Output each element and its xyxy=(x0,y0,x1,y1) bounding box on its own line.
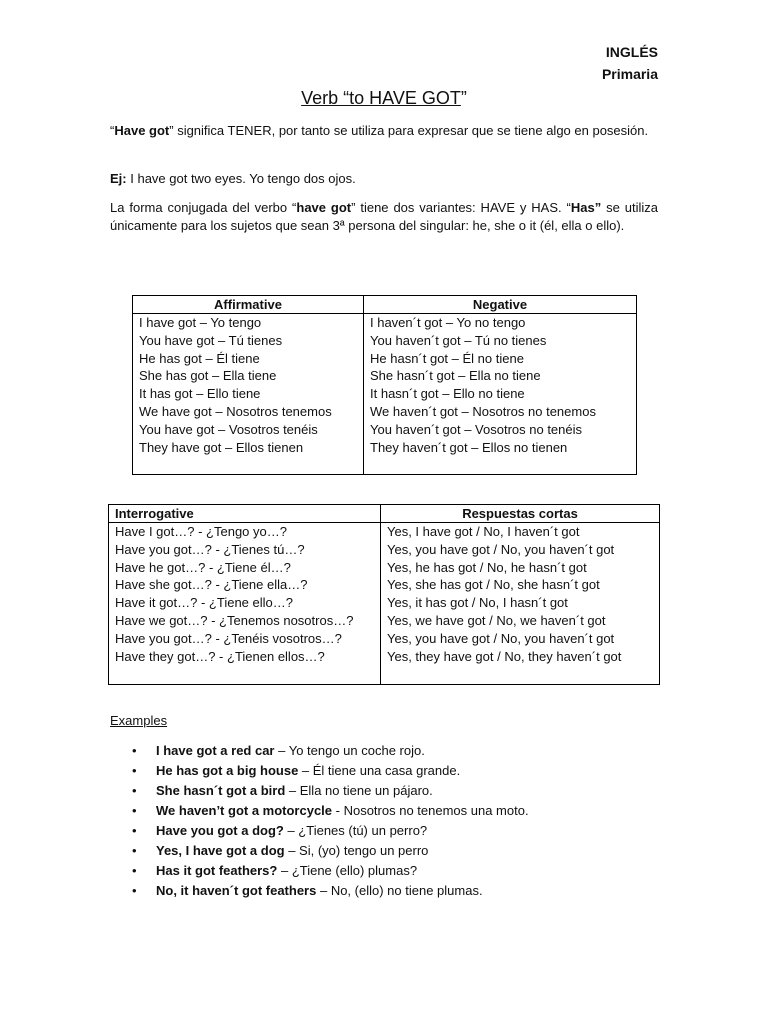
example-english: No, it haven´t got feathers xyxy=(156,883,317,898)
example-english: I have got a red car xyxy=(156,743,275,758)
affirmative-line: You have got – Vosotros tenéis xyxy=(139,421,318,437)
list-item xyxy=(110,781,529,801)
negative-line: It hasn´t got – Ello no tiene xyxy=(370,386,525,402)
p3-part-c: ” tiene dos variantes: HAVE y HAS. “ xyxy=(351,200,571,215)
affirmative-line: He has got – Él tiene xyxy=(139,350,260,366)
list-item xyxy=(110,761,529,781)
answer-line: Yes, they have got / No, they haven´t got xyxy=(387,648,622,664)
affirmative-cell xyxy=(133,314,364,475)
list-item xyxy=(110,881,529,901)
negative-line: She hasn´t got – Ella no tiene xyxy=(370,368,541,384)
interrogative-answers-table xyxy=(108,504,660,685)
page-title xyxy=(0,88,768,109)
example-english: Have you got a dog? xyxy=(156,823,284,838)
example-translation: – Él tiene una casa grande. xyxy=(298,763,461,778)
list-item xyxy=(110,801,529,821)
affirmative-line: She has got – Ella tiene xyxy=(139,368,277,384)
bullet-icon: • xyxy=(132,743,137,758)
p1-open-quote: “ xyxy=(110,123,115,138)
bullet-icon: • xyxy=(132,763,137,778)
answer-line: Yes, I have got / No, I haven´t got xyxy=(387,524,580,539)
answer-line: Yes, we have got / No, we haven´t got xyxy=(387,612,606,628)
p3-part-b: have got xyxy=(296,200,352,215)
p2-bold: Ej: xyxy=(110,171,127,186)
intro-paragraph-3 xyxy=(110,199,658,235)
example-translation: – Yo tengo un coche rojo. xyxy=(274,743,425,758)
example-translation: – Si, (yo) tengo un perro xyxy=(284,843,429,858)
p1-rest: ” significa TENER, por tanto se utiliza para expresar que se tiene algo en posesión. xyxy=(169,123,649,138)
negative-header: Negative xyxy=(364,296,637,314)
p3-part-a: La forma conjugada del verbo “ xyxy=(110,200,297,215)
interrogative-header: Interrogative xyxy=(109,505,381,523)
answer-line: Yes, it has got / No, I hasn´t got xyxy=(387,595,568,611)
p3-part-e: se utiliza únicamente para los sujetos que sean 3ª persona del singular: he, she o it (él, ella o ello). xyxy=(110,200,658,233)
affirmative-line: They have got – Ellos tienen xyxy=(139,439,304,455)
negative-line: We haven´t got – Nosotros no tenemos xyxy=(370,403,596,419)
title-close-quote: ” xyxy=(460,88,467,108)
bullet-icon: • xyxy=(132,843,137,858)
affirmative-line: I have got – Yo tengo xyxy=(139,315,262,330)
negative-line: They haven´t got – Ellos no tienen xyxy=(370,439,568,455)
interrogative-line: Have I got…? - ¿Tengo yo…? xyxy=(115,524,287,539)
example-english: Has it got feathers? xyxy=(156,863,278,878)
p2-rest: I have got two eyes. Yo tengo dos ojos. xyxy=(126,171,356,186)
intro-paragraph-1 xyxy=(110,122,658,140)
example-translation: - Nosotros no tenemos una moto. xyxy=(332,803,529,818)
affirmative-line: We have got – Nosotros tenemos xyxy=(139,403,332,419)
intro-paragraph-2 xyxy=(110,170,658,188)
negative-line: He hasn´t got – Él no tiene xyxy=(370,350,524,366)
example-english: We haven’t got a motorcycle xyxy=(156,803,333,818)
p1-bold: Have got xyxy=(114,123,170,138)
affirmative-header: Affirmative xyxy=(133,296,364,314)
subject-label: INGLÉS xyxy=(605,44,658,60)
answer-line: Yes, he has got / No, he hasn´t got xyxy=(387,559,587,575)
bullet-icon: • xyxy=(132,883,137,898)
affirmative-line: You have got – Tú tienes xyxy=(139,332,283,348)
examples-list xyxy=(110,741,529,901)
negative-line: I haven´t got – Yo no tengo xyxy=(370,315,526,330)
example-english: She hasn´t got a bird xyxy=(156,783,286,798)
bullet-icon: • xyxy=(132,863,137,878)
bullet-icon: • xyxy=(132,783,137,798)
answer-line: Yes, you have got / No, you haven´t got xyxy=(387,541,615,557)
interrogative-line: Have he got…? - ¿Tiene él…? xyxy=(115,559,291,575)
examples-heading: Examples xyxy=(110,713,168,728)
affirmative-negative-table xyxy=(132,295,637,475)
list-item xyxy=(110,741,529,761)
negative-cell xyxy=(364,314,637,475)
answer-line: Yes, she has got / No, she hasn´t got xyxy=(387,577,600,593)
example-english: Yes, I have got a dog xyxy=(156,843,285,858)
interrogative-line: Have it got…? - ¿Tiene ello…? xyxy=(115,595,293,611)
example-translation: – ¿Tiene (ello) plumas? xyxy=(277,863,418,878)
level-label: Primaria xyxy=(601,66,658,82)
interrogative-line: Have they got…? - ¿Tienen ellos…? xyxy=(115,648,325,664)
interrogative-line: Have you got…? - ¿Tienes tú…? xyxy=(115,541,305,557)
list-item xyxy=(110,841,529,861)
list-item xyxy=(110,861,529,881)
title-text: Verb “to HAVE GOT xyxy=(301,88,461,108)
example-translation: – No, (ello) no tiene plumas. xyxy=(316,883,483,898)
example-english: He has got a big house xyxy=(156,763,299,778)
negative-line: You haven´t got – Tú no tienes xyxy=(370,332,547,348)
interrogative-line: Have we got…? - ¿Tenemos nosotros…? xyxy=(115,612,354,628)
example-translation: – ¿Tienes (tú) un perro? xyxy=(283,823,428,838)
negative-line: You haven´t got – Vosotros no tenéis xyxy=(370,421,583,437)
list-item xyxy=(110,821,529,841)
example-translation: – Ella no tiene un pájaro. xyxy=(285,783,433,798)
interrogative-cell xyxy=(109,523,381,685)
bullet-icon: • xyxy=(132,823,137,838)
answer-line: Yes, you have got / No, you haven´t got xyxy=(387,630,615,646)
short-answers-header: Respuestas cortas xyxy=(381,505,660,523)
short-answers-cell xyxy=(381,523,660,685)
bullet-icon: • xyxy=(132,803,137,818)
interrogative-line: Have you got…? - ¿Tenéis vosotros…? xyxy=(115,630,342,646)
p3-part-d: Has” xyxy=(570,200,602,215)
affirmative-line: It has got – Ello tiene xyxy=(139,386,261,402)
interrogative-line: Have she got…? - ¿Tiene ella…? xyxy=(115,577,308,593)
